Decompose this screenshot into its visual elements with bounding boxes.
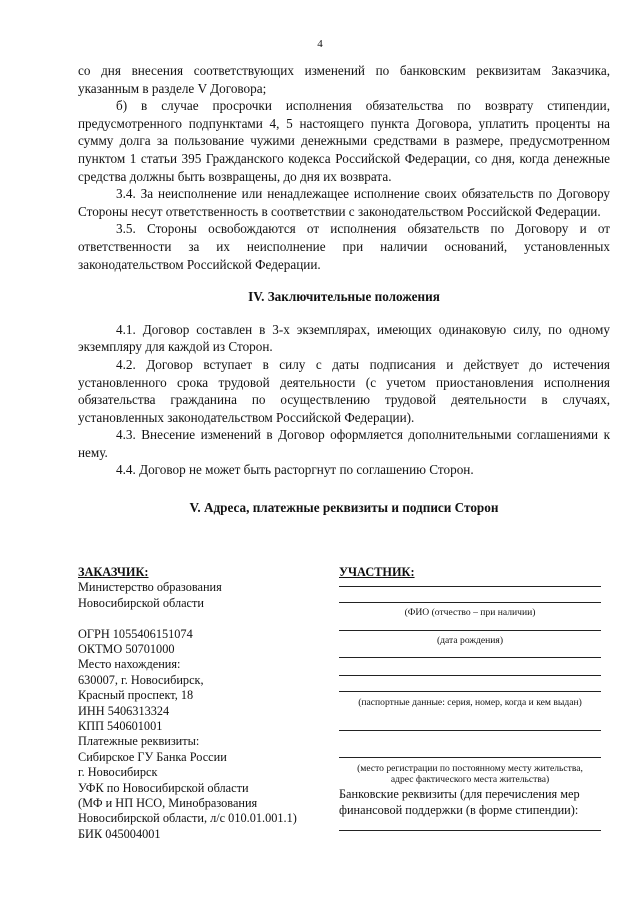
bank-details-label: Банковские реквизиты (для перечисления мер: [339, 787, 580, 802]
customer-line: БИК 045004001: [78, 826, 161, 841]
passport-line-2: [339, 675, 601, 676]
fio-line: [339, 586, 601, 587]
page-number: 4: [317, 38, 323, 50]
customer-line: Красный проспект, 18: [78, 688, 194, 703]
paragraph: б) в случае просрочки исполнения обязательства по возврату стипендии, предусмотренного подпунктами 4, 5 настоящего пункта Договора, уплатить проценты на сумму долга за пользование чужими денежными средствами в размере, предусмотренном пунктом 1 статьи 395 Гражданского кодекса Российской Федерации, со дня, когда денежные средства должны быть возвращены, до дня их возврата.: [78, 98, 610, 184]
paragraph: 4.2. Договор вступает в силу с даты подписания и действует до истечения установленного срока трудовой деятельности (с учетом приостановления исполнения обязательства гражданина по осуществлению трудовой деятельности в случаях, установленных законодательством Российской Федерации).: [78, 356, 610, 425]
paragraph: 3.5. Стороны освобождаются от исполнения обязательств по Договору и от ответственности за их неисполнение при наличии оснований, установленных законодательством Российской Федерации.: [78, 221, 610, 272]
customer-line: Место нахождения:: [78, 657, 181, 672]
participant-label: УЧАСТНИК:: [339, 565, 415, 579]
passport-line-3: [339, 691, 601, 692]
address-line-1: [339, 730, 601, 731]
customer-line: г. Новосибирск: [78, 765, 158, 780]
customer-line: Сибирское ГУ Банка России: [78, 749, 227, 764]
customer-column: [78, 565, 328, 842]
customer-line: УФК по Новосибирской области: [78, 780, 249, 795]
fio-caption: (ФИО (отчество – при наличии): [404, 607, 536, 619]
fio-line-2: [339, 602, 601, 603]
paragraph: 4.4. Договор не может быть расторгнут по соглашению Сторон.: [116, 462, 474, 478]
customer-line: 630007, г. Новосибирск,: [78, 672, 204, 687]
address-caption: адрес фактического места жительства): [390, 774, 550, 786]
customer-line: ИНН 5406313324: [78, 703, 170, 718]
birth-date-line: [339, 630, 601, 631]
passport-line-1: [339, 657, 601, 658]
passport-caption: (паспортные данные: серия, номер, когда и кем выдан): [358, 697, 582, 709]
bank-details-line: [339, 830, 601, 831]
paragraph: 3.4. За неисполнение или ненадлежащее исполнение своих обязательств по Договору Стороны несут ответственность в соответствии с законодательством Российской Федерации.: [78, 186, 610, 219]
paragraph: со дня внесения соответствующих изменений по банковским реквизитам Заказчика, указанным в разделе V Договора;: [78, 63, 610, 96]
customer-line: Новосибирской области: [78, 595, 204, 610]
paragraph: 4.1. Договор составлен в 3-х экземплярах, имеющих одинаковую силу, по одному экземпляру для каждой из Сторон.: [78, 321, 610, 355]
participant-column: [339, 565, 607, 831]
customer-line: КПП 540601001: [78, 719, 163, 734]
customer-line: Министерство образования: [78, 580, 222, 595]
document-body: [78, 62, 610, 517]
customer-line: ОГРН 1055406151074: [78, 626, 193, 641]
customer-line: (МФ и НП НСО, Минобразования: [78, 796, 258, 811]
paragraph: 4.3. Внесение изменений в Договор оформляется дополнительными соглашениями к нему.: [78, 427, 610, 460]
customer-line: Платежные реквизиты:: [78, 734, 200, 749]
customer-line: ОКТМО 50701000: [78, 642, 175, 657]
spacer: [78, 611, 328, 626]
customer-label: ЗАКАЗЧИК:: [78, 565, 149, 579]
section-4-heading: IV. Заключительные положения: [248, 289, 440, 305]
address-line-2: [339, 757, 601, 758]
birth-date-caption: (дата рождения): [436, 635, 504, 647]
address-caption: (место регистрации по постоянному месту жительства,: [357, 763, 583, 775]
section-5-heading: V. Адреса, платежные реквизиты и подписи Сторон: [189, 500, 499, 516]
customer-line: Новосибирской области, л/с 010.01.001.1): [78, 811, 297, 826]
bank-details-label: финансовой поддержки (в форме стипендии):: [339, 802, 579, 817]
